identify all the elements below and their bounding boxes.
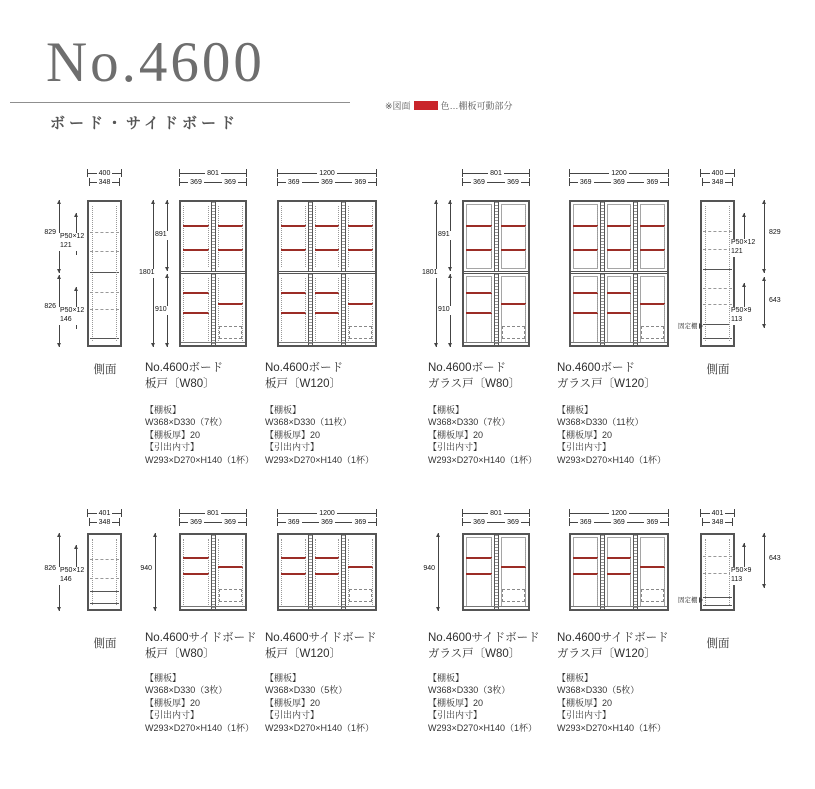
movable-shelf — [466, 249, 492, 251]
fixed-shelf-callout: 固定棚 — [678, 595, 703, 604]
door-width-dimension: 369 369 — [462, 518, 530, 526]
movable-shelf — [183, 225, 209, 227]
pitch-label: P50×12 121 — [60, 233, 85, 249]
movable-shelf — [466, 292, 492, 294]
product-name: No.4600サイドボード ガラス戸〔W120〕 — [557, 632, 669, 660]
page-subtitle: ボード・サイドボード — [50, 115, 239, 132]
legend — [385, 99, 513, 112]
spec-line: W293×D270×H140（1杯） — [428, 722, 538, 733]
width-dimension: 801 — [462, 509, 530, 517]
movable-shelf — [573, 292, 598, 294]
spec-line: 【引出内寸】 — [557, 442, 612, 453]
spec-line: 【棚板厚】20 — [557, 429, 613, 440]
movable-shelf — [573, 249, 598, 251]
pitch-label: P50×9 113 — [731, 567, 752, 583]
spec-line: 【棚板】 — [428, 673, 465, 683]
side-view-label: 側面 — [93, 638, 117, 650]
movable-shelf — [281, 557, 306, 559]
fixed-shelf-callout: 固定棚 — [678, 321, 703, 330]
glass-pane — [466, 537, 492, 607]
height-dimension: 940 — [420, 565, 436, 574]
spec-line: 【棚板】 — [557, 673, 594, 683]
movable-shelf — [281, 573, 306, 575]
product-name: No.4600ボード ガラス戸〔W120〕 — [557, 362, 656, 390]
spec-line: 【棚板】 — [428, 405, 465, 415]
movable-shelf — [640, 225, 665, 227]
spec-line: W368×D330（3枚） — [428, 685, 511, 696]
glass-pane — [573, 537, 598, 607]
movable-shelf — [218, 566, 244, 568]
page-title: No.4600 — [46, 31, 265, 94]
movable-shelf — [607, 557, 632, 559]
drawer-dashed — [641, 326, 664, 339]
door-width-dimension: 369 369 369 — [569, 518, 669, 526]
drawer-dashed — [349, 326, 372, 339]
width-dimension: 1200 — [277, 169, 377, 177]
height-dimension-line — [764, 277, 765, 328]
glass-pane — [501, 204, 527, 269]
movable-shelf — [218, 303, 244, 305]
height-dimension: 1801 — [422, 269, 438, 276]
product-spec — [145, 672, 254, 734]
movable-shelf — [466, 557, 492, 559]
product-name: No.4600サイドボード 板戸〔W120〕 — [265, 632, 377, 660]
movable-shelf — [218, 249, 244, 251]
cabinet-drawing — [179, 533, 247, 611]
height-dimension: 910 — [155, 306, 167, 313]
height-dimension-line — [764, 533, 765, 588]
spec-line: W293×D270×H140（1杯） — [265, 454, 375, 465]
spec-line: W293×D270×H140（1杯） — [428, 454, 538, 465]
glass-pane — [573, 204, 598, 269]
product-name: No.4600ボード 板戸〔W80〕 — [145, 362, 223, 390]
movable-shelf — [501, 225, 527, 227]
movable-shelf — [466, 225, 492, 227]
product-spec — [428, 672, 537, 734]
height-dimension: 826 — [41, 565, 57, 574]
height-dimension-line — [764, 200, 765, 273]
glass-pane — [573, 276, 598, 343]
spec-line: 【棚板】 — [145, 673, 182, 683]
spec-line: W368×D330（3枚） — [145, 685, 228, 696]
spec-line: 【棚板厚】20 — [265, 429, 321, 440]
width-dimension: 348 — [89, 178, 120, 186]
cabinet-drawing — [569, 200, 669, 347]
spec-line: 【引出内寸】 — [145, 710, 200, 721]
pitch-label: P50×9 113 — [731, 307, 752, 323]
spec-line: W368×D330（5枚） — [557, 685, 640, 696]
height-dimension: 1801 — [139, 269, 155, 276]
movable-shelf — [573, 573, 598, 575]
spec-line: 【棚板】 — [145, 405, 182, 415]
door-width-dimension: 369 369 — [179, 178, 247, 186]
glass-pane — [640, 204, 665, 269]
cabinet-drawing — [462, 200, 530, 347]
side-view-drawing — [700, 200, 735, 347]
height-dimension-line — [438, 533, 439, 611]
glass-pane — [466, 204, 492, 269]
legend-prefix: ※図面 — [385, 101, 411, 111]
glass-pane — [607, 537, 632, 607]
side-view-label: 側面 — [706, 638, 730, 650]
height-dimension: 829 — [41, 229, 57, 238]
spec-line: 【棚板厚】20 — [428, 697, 484, 708]
pitch-label: P50×12 121 — [731, 239, 756, 255]
pitch-label: P50×12 146 — [60, 307, 85, 323]
spec-line: W293×D270×H140（1杯） — [145, 454, 255, 465]
spec-line: 【引出内寸】 — [428, 442, 483, 453]
height-dimension: 643 — [769, 297, 781, 304]
movable-shelf — [573, 225, 598, 227]
movable-shelf — [183, 312, 209, 314]
door-width-dimension: 369 369 — [179, 518, 247, 526]
movable-shelf — [281, 225, 306, 227]
width-dimension: 1200 — [569, 169, 669, 177]
width-dimension: 801 — [179, 169, 247, 177]
drawer-dashed — [349, 589, 372, 602]
drawer-dashed — [219, 589, 243, 602]
movable-shelf — [218, 225, 244, 227]
drawer-dashed — [502, 589, 526, 602]
movable-shelf — [607, 312, 632, 314]
spec-line: W293×D270×H140（1杯） — [557, 454, 667, 465]
product-spec — [145, 404, 254, 466]
door-width-dimension: 369 369 369 — [277, 518, 377, 526]
spec-line: 【棚板厚】20 — [428, 429, 484, 440]
movable-shelf — [573, 312, 598, 314]
spec-line: W368×D330（11枚） — [557, 417, 644, 428]
width-dimension: 801 — [462, 169, 530, 177]
title-underline — [10, 102, 350, 103]
movable-shelf — [183, 557, 209, 559]
side-view-drawing — [87, 533, 122, 611]
cabinet-drawing — [179, 200, 247, 347]
movable-shelf — [281, 249, 306, 251]
product-name: No.4600ボード ガラス戸〔W80〕 — [428, 362, 521, 390]
spec-line: 【棚板厚】20 — [145, 697, 201, 708]
movable-shelf — [315, 292, 340, 294]
spec-line: 【引出内寸】 — [265, 710, 320, 721]
product-spec — [557, 672, 666, 734]
height-dimension-line — [155, 533, 156, 611]
movable-shelf — [501, 566, 527, 568]
drawer-dashed — [641, 589, 664, 602]
spec-line: W368×D330（11枚） — [265, 417, 352, 428]
spec-line: W293×D270×H140（1杯） — [145, 722, 255, 733]
product-name: No.4600サイドボード 板戸〔W80〕 — [145, 632, 257, 660]
height-dimension: 826 — [41, 303, 57, 312]
height-dimension: 891 — [438, 231, 450, 238]
cabinet-drawing — [462, 533, 530, 611]
cabinet-drawing — [277, 533, 377, 611]
door-width-dimension: 369 369 369 — [569, 178, 669, 186]
movable-shelf — [315, 557, 340, 559]
product-name: No.4600ボード 板戸〔W120〕 — [265, 362, 343, 390]
movable-shelf — [348, 249, 373, 251]
movable-shelf — [183, 573, 209, 575]
movable-shelf — [348, 303, 373, 305]
pitch-label: P50×12 146 — [60, 567, 85, 583]
product-name: No.4600サイドボード ガラス戸〔W80〕 — [428, 632, 540, 660]
height-dimension: 891 — [155, 231, 167, 238]
width-dimension: 801 — [179, 509, 247, 517]
movable-shelf — [315, 312, 340, 314]
movable-shelf — [183, 249, 209, 251]
door-width-dimension: 369 369 369 — [277, 178, 377, 186]
width-dimension: 1200 — [277, 509, 377, 517]
width-dimension: 401 — [700, 509, 735, 517]
movable-shelf — [348, 566, 373, 568]
sideboard-row — [0, 503, 815, 789]
width-dimension: 348 — [89, 518, 120, 526]
glass-pane — [466, 276, 492, 343]
spec-line: 【引出内寸】 — [428, 710, 483, 721]
movable-shelf — [501, 249, 527, 251]
movable-shelf — [315, 573, 340, 575]
side-view-label: 側面 — [93, 364, 117, 376]
cabinet-drawing — [277, 200, 377, 347]
movable-shelf — [315, 225, 340, 227]
movable-shelf — [466, 312, 492, 314]
movable-shelf — [573, 557, 598, 559]
movable-shelf — [640, 303, 665, 305]
movable-shelf — [607, 225, 632, 227]
spec-line: 【棚板】 — [265, 405, 302, 415]
movable-shelf — [183, 292, 209, 294]
width-dimension: 348 — [702, 518, 733, 526]
drawer-dashed — [502, 326, 526, 339]
glass-pane — [607, 276, 632, 343]
movable-shelf — [281, 312, 306, 314]
product-spec — [557, 404, 666, 466]
board-row — [0, 163, 815, 503]
movable-shelf — [501, 303, 527, 305]
drawer-dashed — [219, 326, 243, 339]
spec-line: 【引出内寸】 — [557, 710, 612, 721]
movable-shelf — [640, 249, 665, 251]
spec-line: 【棚板厚】20 — [265, 697, 321, 708]
spec-line: W293×D270×H140（1杯） — [265, 722, 375, 733]
height-dimension: 910 — [438, 306, 450, 313]
movable-shelf — [607, 249, 632, 251]
height-dimension: 643 — [769, 555, 781, 562]
legend-suffix: 色…棚板可動部分 — [440, 101, 513, 111]
spec-line: W293×D270×H140（1杯） — [557, 722, 667, 733]
movable-shelf — [607, 292, 632, 294]
movable-shelf — [466, 573, 492, 575]
product-spec — [265, 404, 374, 466]
product-spec — [265, 672, 374, 734]
cabinet-drawing — [569, 533, 669, 611]
width-dimension: 400 — [700, 169, 735, 177]
spec-line: W368×D330（5枚） — [265, 685, 348, 696]
spec-line: 【引出内寸】 — [265, 442, 320, 453]
legend-color-swatch — [414, 101, 438, 110]
spec-line: 【棚板】 — [265, 673, 302, 683]
movable-shelf — [348, 225, 373, 227]
side-view-label: 側面 — [706, 364, 730, 376]
height-dimension: 940 — [137, 565, 153, 574]
width-dimension: 400 — [87, 169, 122, 177]
door-width-dimension: 369 369 — [462, 178, 530, 186]
product-spec — [428, 404, 537, 466]
width-dimension: 348 — [702, 178, 733, 186]
spec-line: W368×D330（7枚） — [428, 417, 511, 428]
width-dimension: 401 — [87, 509, 122, 517]
spec-line: 【棚板】 — [557, 405, 594, 415]
height-dimension: 829 — [769, 229, 781, 236]
spec-line: 【棚板厚】20 — [557, 697, 613, 708]
movable-shelf — [640, 566, 665, 568]
glass-pane — [607, 204, 632, 269]
width-dimension: 1200 — [569, 509, 669, 517]
spec-line: 【棚板厚】20 — [145, 429, 201, 440]
movable-shelf — [281, 292, 306, 294]
side-view-drawing — [87, 200, 122, 347]
movable-shelf — [315, 249, 340, 251]
spec-line: 【引出内寸】 — [145, 442, 200, 453]
movable-shelf — [607, 573, 632, 575]
spec-line: W368×D330（7枚） — [145, 417, 228, 428]
